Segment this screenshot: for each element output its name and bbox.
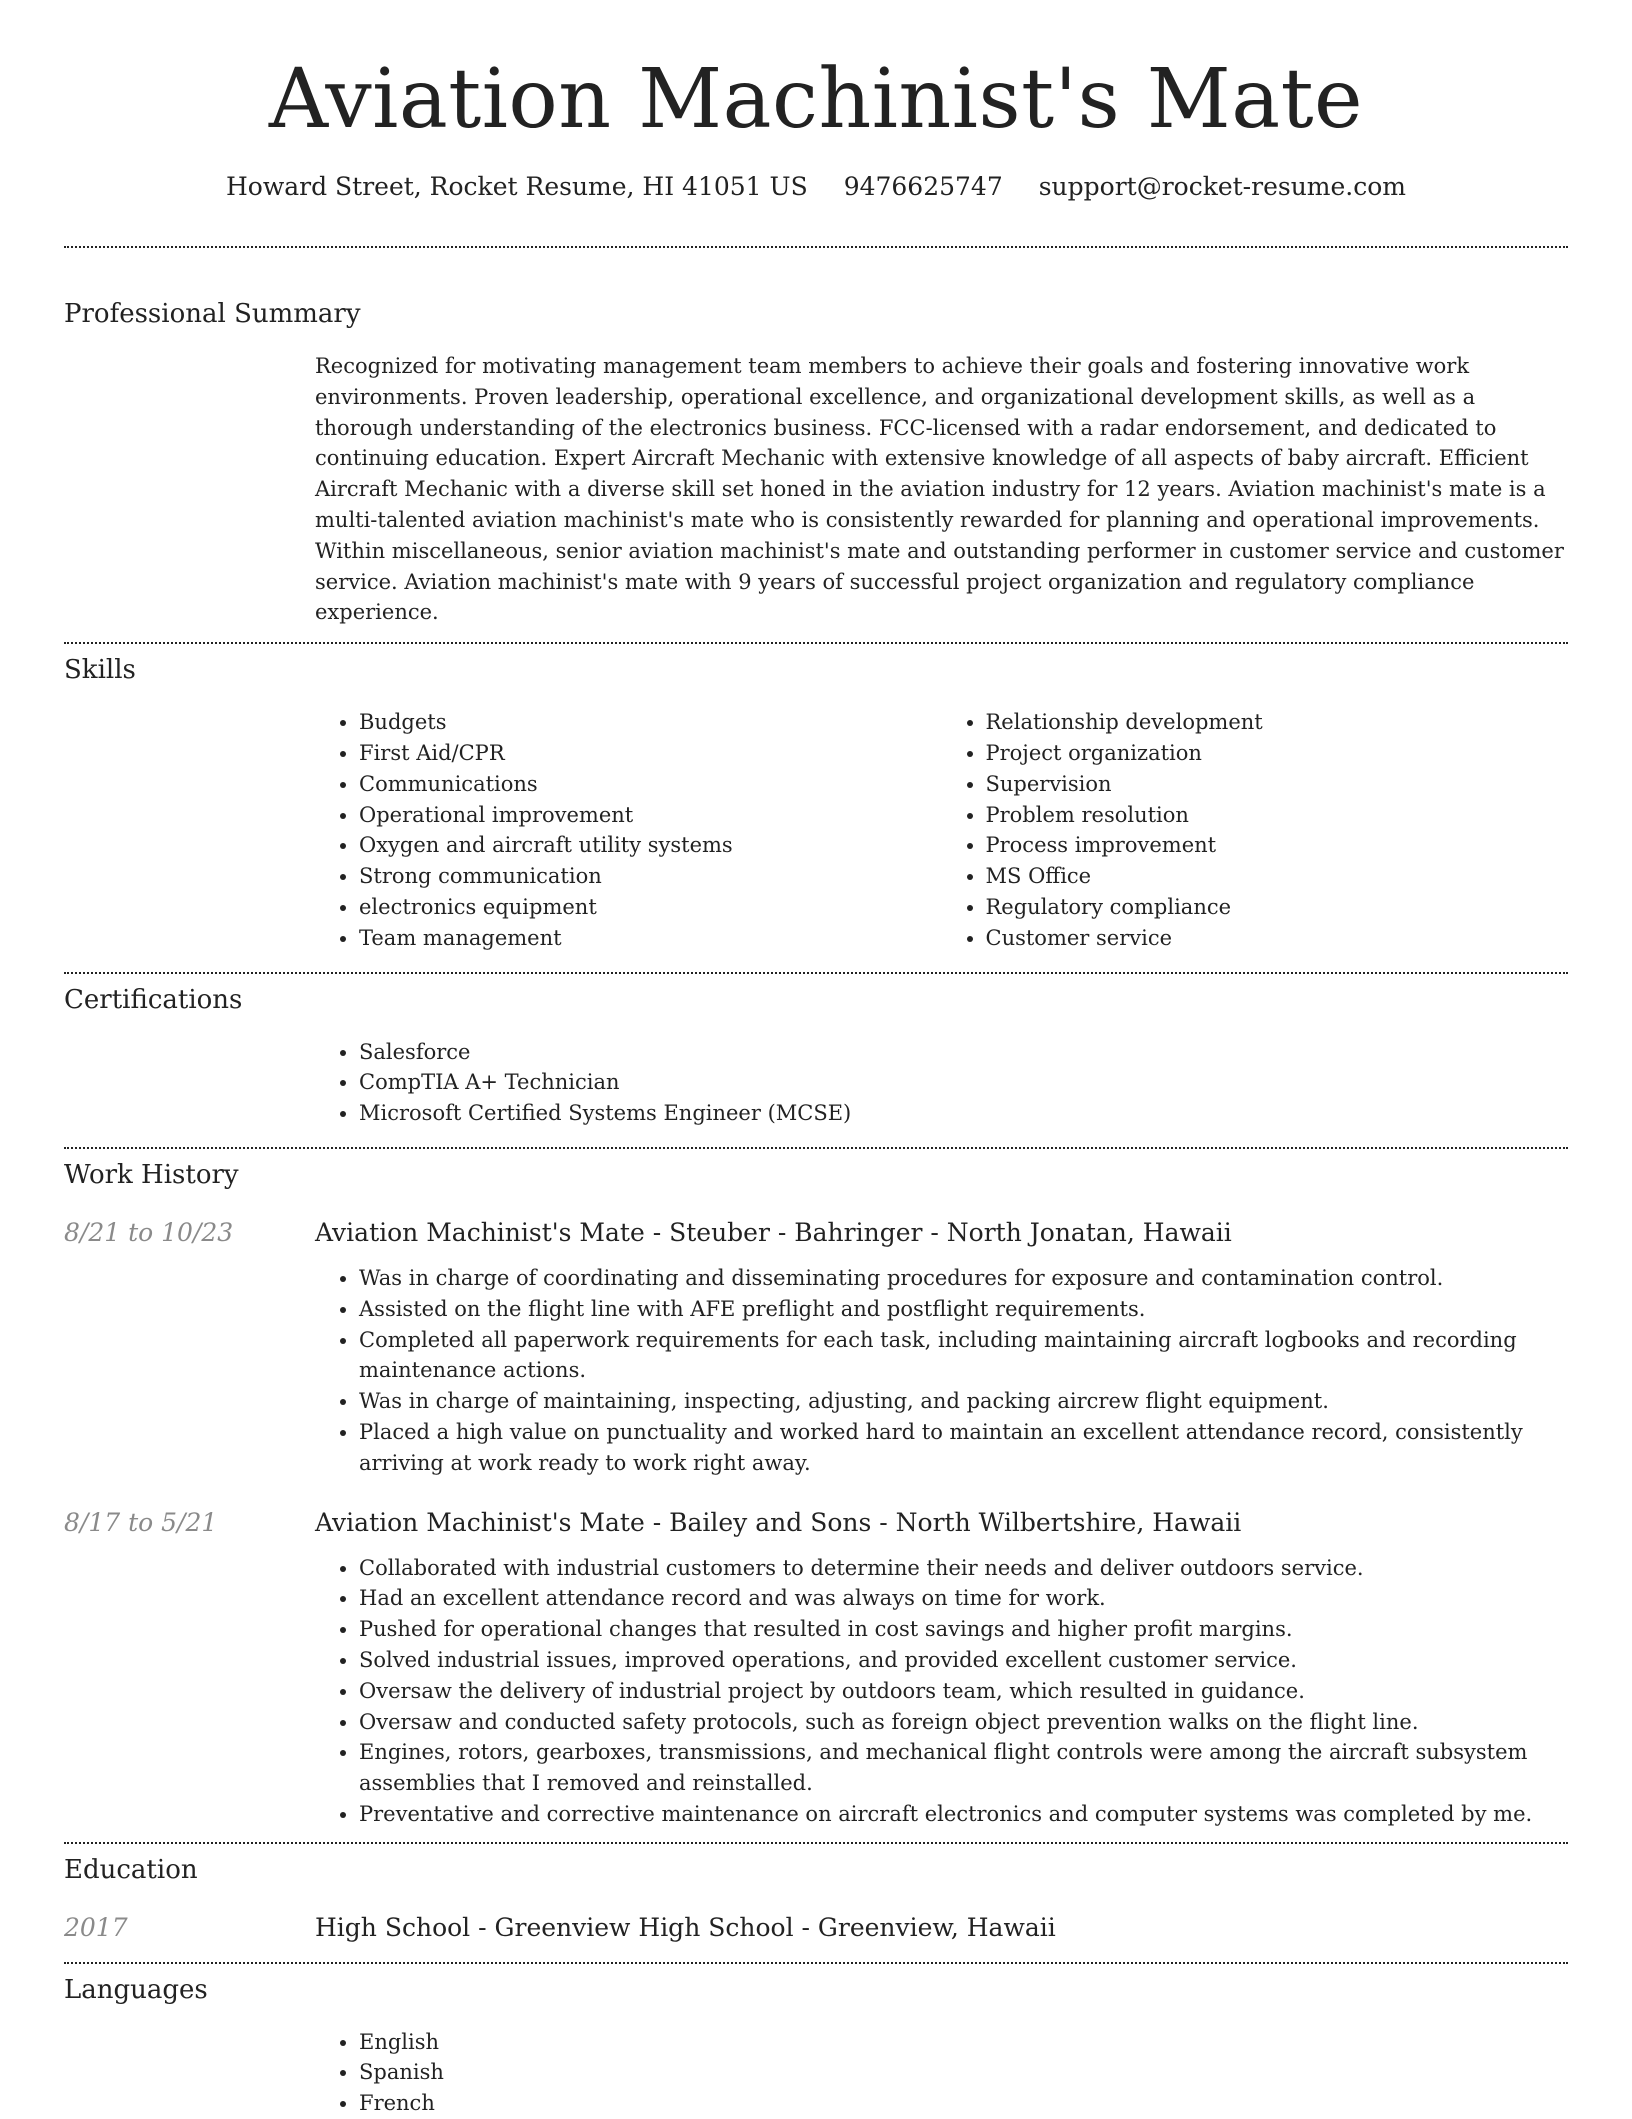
skill-item: • Customer service [986, 923, 1569, 954]
skill-item: • Regulatory compliance [986, 892, 1569, 923]
job-entry [64, 1507, 1568, 1830]
skill-item: • Oxygen and aircraft utility systems [359, 830, 942, 861]
language-item: • French [359, 2088, 1568, 2119]
job-bullet: • Pushed for operational changes that resulted in cost savings and higher profit margins. [359, 1614, 1568, 1645]
language-item: • English [359, 2027, 1568, 2058]
skill-item: • Operational improvement [359, 800, 942, 831]
education-section [64, 1844, 1568, 1944]
job-bullet: • Was in charge of coordinating and disseminating procedures for exposure and contamination control. [359, 1263, 1568, 1294]
job-entry [64, 1217, 1568, 1479]
skill-item: • Problem resolution [986, 800, 1569, 831]
email: support@rocket-resume.com [1038, 172, 1407, 201]
job-bullet: • Solved industrial issues, improved operations, and provided excellent customer service. [359, 1645, 1568, 1676]
languages-list [315, 2027, 1568, 2119]
summary-section [64, 248, 1568, 628]
skill-item: • electronics equipment [359, 892, 942, 923]
work-title: Work History [64, 1159, 239, 1190]
certification-item: • Salesforce [359, 1037, 1568, 1068]
certification-item: • Microsoft Certified Systems Engineer (MCSE) [359, 1098, 1568, 1129]
contact-line [64, 172, 1568, 202]
skills-title: Skills [64, 655, 136, 686]
job-bullet: • Collaborated with industrial customers to determine their needs and deliver outdoors service. [359, 1553, 1568, 1584]
job-bullet: • Had an excellent attendance record and was always on time for work. [359, 1583, 1568, 1614]
job-date: 8/21 to 10/23 [64, 1217, 234, 1247]
job-heading: Aviation Machinist's Mate - Bailey and Sons - North Wilbertshire, Hawaii [315, 1507, 1242, 1537]
job-date: 8/17 to 5/21 [64, 1507, 218, 1537]
skill-item: • Budgets [359, 707, 942, 738]
job-bullet: • Oversaw and conducted safety protocols, such as foreign object prevention walks on the flight line. [359, 1707, 1568, 1738]
skills-section [64, 644, 1568, 953]
resume-name: Aviation Machinist's Mate [268, 52, 1364, 147]
education-heading: High School - Greenview High School - Greenview, Hawaii [315, 1912, 1056, 1942]
languages-section [64, 1964, 1568, 2119]
skills-list-right [942, 707, 1569, 953]
job-bullets [315, 1263, 1568, 1479]
job-bullets [315, 1553, 1568, 1830]
certifications-list [315, 1037, 1568, 1129]
summary-title: Professional Summary [64, 299, 361, 329]
job-bullet: • Preventative and corrective maintenance on aircraft electronics and computer systems was completed by me. [359, 1799, 1568, 1830]
job-bullet: • Oversaw the delivery of industrial project by outdoors team, which resulted in guidance. [359, 1676, 1568, 1707]
skills-list-left [315, 707, 942, 953]
skill-item: • MS Office [986, 861, 1569, 892]
languages-title: Languages [64, 1974, 208, 2005]
phone: 9476625747 [843, 172, 1003, 201]
address: Howard Street, Rocket Resume, HI 41051 US [225, 172, 808, 201]
job-bullet: • Placed a high value on punctuality and worked hard to maintain an excellent attendance record, consistently arriving at work ready to work right away. [359, 1417, 1568, 1479]
skill-item: • Process improvement [986, 830, 1569, 861]
skill-item: • Communications [359, 769, 942, 800]
job-bullet: • Assisted on the flight line with AFE preflight and postflight requirements. [359, 1294, 1568, 1325]
work-section [64, 1149, 1568, 1830]
skill-item: • Supervision [986, 769, 1569, 800]
resume-page [64, 0, 1568, 2119]
education-date: 2017 [64, 1912, 128, 1942]
certification-item: • CompTIA A+ Technician [359, 1067, 1568, 1098]
skill-item: • First Aid/CPR [359, 738, 942, 769]
skill-item: • Strong communication [359, 861, 942, 892]
job-bullet: • Completed all paperwork requirements for each task, including maintaining aircraft logbooks and recording maintenance actions. [359, 1325, 1568, 1387]
language-item: • Spanish [359, 2057, 1568, 2088]
summary-text: Recognized for motivating management team members to achieve their goals and fostering innovative work environments. Proven leadership, operational excellence, and organizational development skills, as well as a thorough understanding of the electronics business. FCC-licensed with a radar endorsement, and dedicated to continuing education. Expert Aircraft Mechanic with extensive knowledge of all aspects of baby aircraft. Efficient Aircraft Mechanic with a diverse skill set honed in the aviation industry for 12 years. Aviation machinist's mate is a multi-talented aviation machinist's mate who is consistently rewarded for planning and operational improvements. Within miscellaneous, senior aviation machinist's mate and outstanding performer in customer service and customer service. Aviation machinist's mate with 9 years of successful project organization and regulatory compliance experience. [315, 354, 1564, 625]
skill-item: • Project organization [986, 738, 1569, 769]
education-title: Education [64, 1854, 198, 1885]
skill-item: • Team management [359, 923, 942, 954]
certifications-section [64, 974, 1568, 1129]
certifications-title: Certifications [64, 984, 243, 1015]
job-heading: Aviation Machinist's Mate - Steuber - Bahringer - North Jonatan, Hawaii [315, 1217, 1232, 1247]
job-bullet: • Engines, rotors, gearboxes, transmissions, and mechanical flight controls were among the aircraft subsystem assemblies that I removed and reinstalled. [359, 1737, 1568, 1799]
skill-item: • Relationship development [986, 707, 1569, 738]
job-bullet: • Was in charge of maintaining, inspecting, adjusting, and packing aircrew flight equipment. [359, 1386, 1568, 1417]
